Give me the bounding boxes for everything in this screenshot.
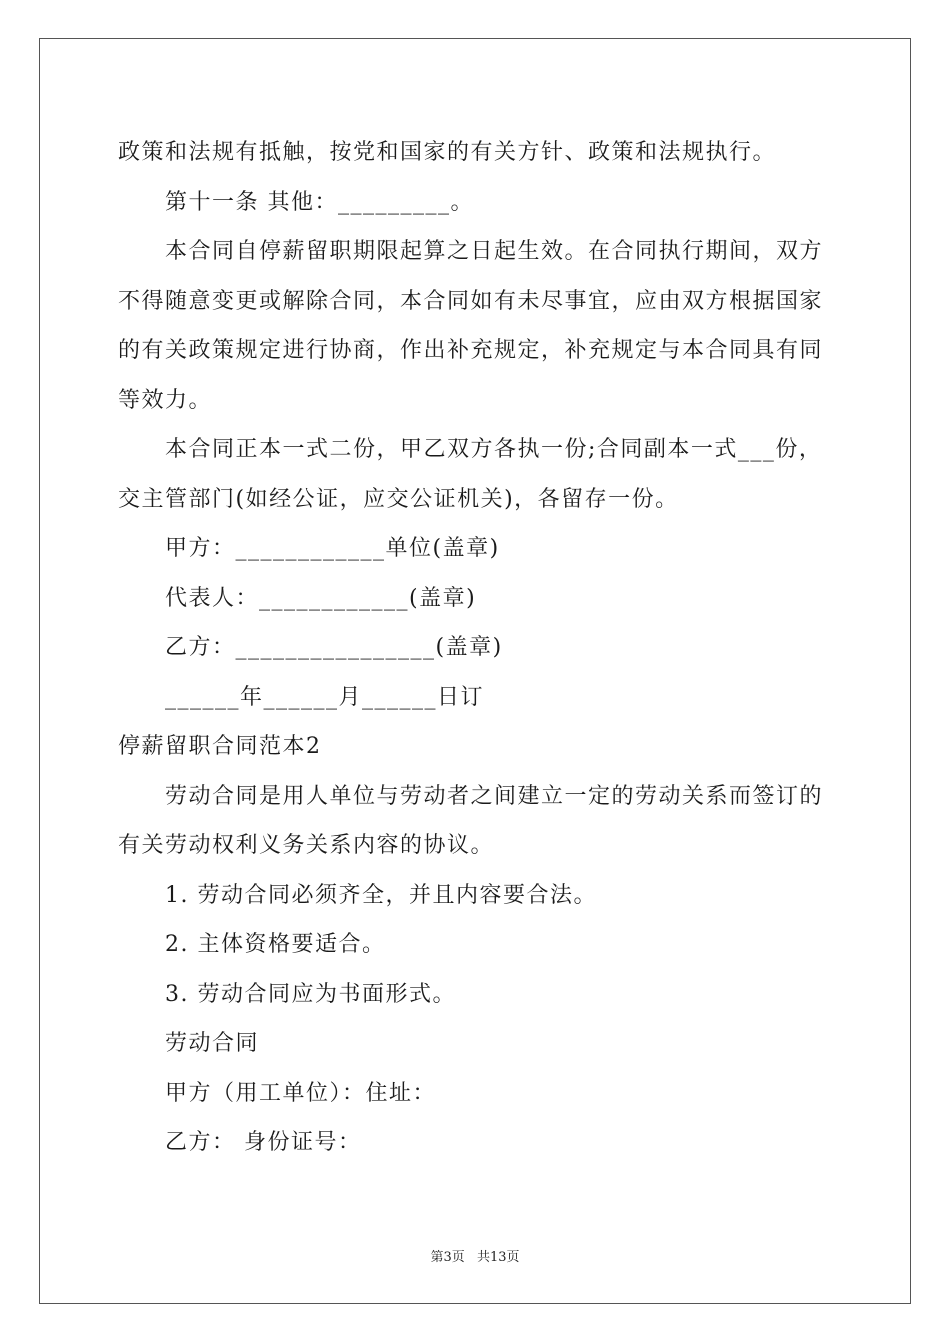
date-line: ______年______月______日订 bbox=[165, 684, 485, 710]
signature-line-party-b: 乙方：________________(盖章) bbox=[165, 635, 503, 660]
signature-line-representative: 代表人：____________(盖章) bbox=[165, 585, 477, 611]
contract-title: 劳动合同 bbox=[165, 1031, 260, 1056]
paragraph-line: 本合同正本一式二份，甲乙双方各执一份;合同副本一式___份， bbox=[165, 437, 823, 462]
signature-line-party-a: 甲方：____________单位(盖章) bbox=[165, 536, 500, 561]
page-footer bbox=[0, 1246, 950, 1265]
section-heading: 停薪留职合同范本2 bbox=[118, 734, 322, 759]
paragraph-line: 等效力。 bbox=[118, 387, 213, 413]
paragraph-line: 交主管部门(如经公证，应交公证机关)，各留存一份。 bbox=[118, 486, 679, 512]
page-total: 共13页 bbox=[476, 1250, 520, 1265]
paragraph-line: 第十一条 其他：_________。 bbox=[165, 189, 474, 215]
paragraph-line: 有关劳动权利义务关系内容的协议。 bbox=[118, 833, 495, 858]
list-item: 2. 主体资格要适合。 bbox=[165, 932, 386, 957]
page-number: 第3页 bbox=[430, 1250, 465, 1265]
paragraph-line: 本合同自停薪留职期限起算之日起生效。在合同执行期间，双方 bbox=[165, 239, 824, 264]
party-a-field: 甲方（用工单位）：住址： bbox=[165, 1080, 437, 1106]
party-b-field: 乙方： 身份证号： bbox=[165, 1130, 362, 1155]
paragraph-line: 的有关政策规定进行协商，作出补充规定，补充规定与本合同具有同 bbox=[118, 338, 824, 363]
list-item: 1. 劳动合同必须齐全，并且内容要合法。 bbox=[165, 882, 597, 908]
list-item: 3. 劳动合同应为书面形式。 bbox=[165, 981, 456, 1007]
paragraph-line: 不得随意变更或解除合同，本合同如有未尽事宜，应由双方根据国家 bbox=[118, 288, 824, 314]
paragraph-line: 政策和法规有抵触，按党和国家的有关方针、政策和法规执行。 bbox=[118, 140, 777, 165]
paragraph-line: 劳动合同是用人单位与劳动者之间建立一定的劳动关系而签订的 bbox=[165, 783, 824, 809]
document-body bbox=[118, 128, 838, 1168]
